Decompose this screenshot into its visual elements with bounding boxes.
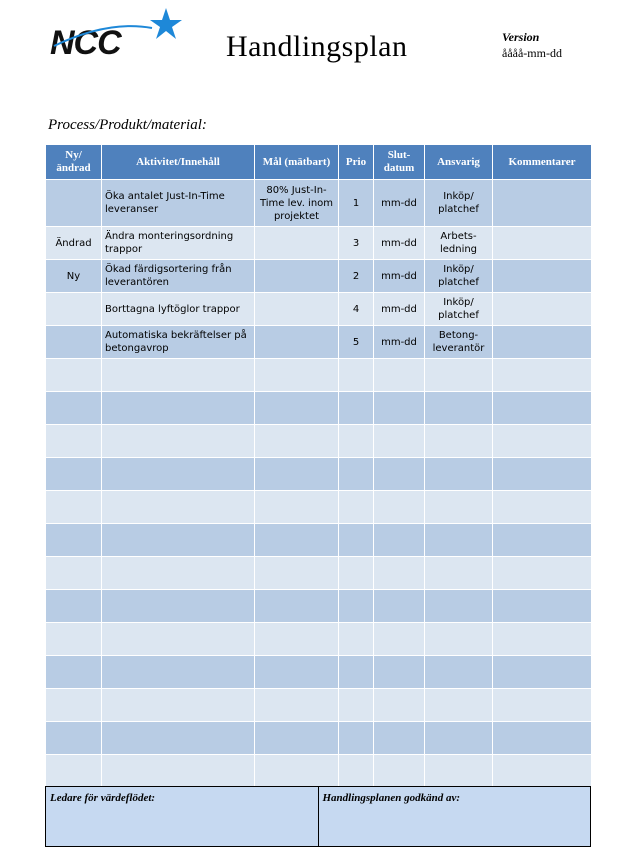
cell-activity[interactable] (102, 590, 255, 623)
cell-end-date[interactable] (374, 656, 425, 689)
cell-goal[interactable] (255, 491, 339, 524)
cell-new-changed[interactable] (46, 524, 102, 557)
cell-end-date[interactable] (374, 392, 425, 425)
cell-comments[interactable] (493, 557, 592, 590)
cell-priority[interactable] (339, 656, 374, 689)
cell-end-date[interactable]: mm-dd (374, 326, 425, 359)
logo-text: NCC (50, 24, 121, 62)
cell-activity[interactable] (102, 392, 255, 425)
cell-end-date[interactable]: mm-dd (374, 227, 425, 260)
table-row (46, 392, 592, 425)
cell-responsible[interactable] (425, 689, 493, 722)
cell-end-date[interactable] (374, 359, 425, 392)
table-header-row (46, 145, 592, 180)
cell-new-changed[interactable] (46, 491, 102, 524)
cell-goal[interactable] (255, 392, 339, 425)
table-row (46, 722, 592, 755)
cell-activity[interactable]: Ökad färdigsortering från leverantören (102, 260, 255, 293)
cell-comments[interactable] (493, 260, 592, 293)
cell-activity[interactable] (102, 689, 255, 722)
table-row (46, 458, 592, 491)
cell-activity[interactable] (102, 623, 255, 656)
cell-comments[interactable] (493, 326, 592, 359)
cell-activity[interactable] (102, 425, 255, 458)
cell-comments[interactable] (493, 293, 592, 326)
column-header-responsible: Ansvarig (425, 145, 493, 180)
cell-responsible[interactable] (425, 491, 493, 524)
cell-responsible[interactable] (425, 425, 493, 458)
cell-priority[interactable] (339, 722, 374, 755)
table-row (46, 260, 592, 293)
cell-new-changed[interactable] (46, 425, 102, 458)
cell-goal[interactable] (255, 524, 339, 557)
cell-comments[interactable] (493, 227, 592, 260)
cell-priority[interactable] (339, 590, 374, 623)
table-row (46, 359, 592, 392)
column-header-priority: Prio (339, 145, 374, 180)
cell-goal[interactable] (255, 755, 339, 788)
cell-activity[interactable] (102, 458, 255, 491)
cell-responsible[interactable] (425, 359, 493, 392)
cell-end-date[interactable] (374, 524, 425, 557)
cell-goal[interactable] (255, 227, 339, 260)
cell-end-date[interactable]: mm-dd (374, 293, 425, 326)
cell-activity[interactable] (102, 656, 255, 689)
table-row (46, 656, 592, 689)
cell-activity[interactable]: Borttagna lyftöglor trappor (102, 293, 255, 326)
cell-priority[interactable] (339, 425, 374, 458)
table-row (46, 293, 592, 326)
cell-priority[interactable] (339, 524, 374, 557)
cell-goal[interactable] (255, 458, 339, 491)
cell-comments[interactable] (493, 392, 592, 425)
cell-new-changed[interactable] (46, 755, 102, 788)
cell-new-changed[interactable]: Ny (46, 260, 102, 293)
cell-new-changed[interactable]: Ändrad (46, 227, 102, 260)
version-value: åååå-mm-dd (502, 46, 562, 60)
cell-comments[interactable] (493, 623, 592, 656)
cell-goal[interactable] (255, 623, 339, 656)
cell-responsible[interactable] (425, 524, 493, 557)
table-row (46, 755, 592, 788)
table-row (46, 227, 592, 260)
cell-priority[interactable] (339, 557, 374, 590)
table-row (46, 326, 592, 359)
column-header-comments: Kommentarer (493, 145, 592, 180)
cell-end-date[interactable] (374, 491, 425, 524)
signature-footer (45, 786, 591, 847)
cell-priority[interactable] (339, 689, 374, 722)
cell-priority[interactable]: 1 (339, 180, 374, 227)
cell-new-changed[interactable] (46, 590, 102, 623)
cell-responsible[interactable]: Inköp/ platchef (425, 293, 493, 326)
cell-comments[interactable] (493, 458, 592, 491)
cell-comments[interactable] (493, 425, 592, 458)
cell-responsible[interactable] (425, 458, 493, 491)
cell-end-date[interactable] (374, 590, 425, 623)
column-header-goal: Mål (mätbart) (255, 145, 339, 180)
cell-new-changed[interactable] (46, 722, 102, 755)
cell-priority[interactable] (339, 392, 374, 425)
cell-responsible[interactable] (425, 722, 493, 755)
cell-goal[interactable] (255, 326, 339, 359)
table-row (46, 623, 592, 656)
star-icon (48, 6, 184, 62)
cell-comments[interactable] (493, 491, 592, 524)
version-label: Version (502, 30, 540, 44)
approved-by-field[interactable]: Handlingsplanen godkänd av: (318, 787, 591, 846)
cell-goal[interactable]: 80% Just-In-Time lev. inom projektet (255, 180, 339, 227)
cell-priority[interactable]: 3 (339, 227, 374, 260)
cell-goal[interactable] (255, 293, 339, 326)
cell-end-date[interactable] (374, 425, 425, 458)
cell-new-changed[interactable] (46, 557, 102, 590)
cell-end-date[interactable] (374, 689, 425, 722)
table-row (46, 590, 592, 623)
cell-goal[interactable] (255, 689, 339, 722)
page-title: Handlingsplan (226, 30, 408, 63)
value-stream-leader-field[interactable]: Ledare för värdeflödet: (46, 787, 318, 846)
table-row (46, 491, 592, 524)
cell-priority[interactable]: 5 (339, 326, 374, 359)
cell-new-changed[interactable] (46, 458, 102, 491)
cell-comments[interactable] (493, 359, 592, 392)
cell-priority[interactable]: 4 (339, 293, 374, 326)
cell-responsible[interactable] (425, 755, 493, 788)
cell-end-date[interactable]: mm-dd (374, 260, 425, 293)
cell-new-changed[interactable] (46, 326, 102, 359)
cell-comments[interactable] (493, 722, 592, 755)
cell-responsible[interactable]: Inköp/ platchef (425, 180, 493, 227)
cell-responsible[interactable]: Arbets-ledning (425, 227, 493, 260)
cell-priority[interactable]: 2 (339, 260, 374, 293)
cell-new-changed[interactable] (46, 180, 102, 227)
cell-priority[interactable] (339, 491, 374, 524)
cell-new-changed[interactable] (46, 656, 102, 689)
table-row (46, 180, 592, 227)
cell-activity[interactable] (102, 524, 255, 557)
cell-responsible[interactable]: Inköp/ platchef (425, 260, 493, 293)
cell-responsible[interactable] (425, 623, 493, 656)
cell-activity[interactable] (102, 755, 255, 788)
table-row (46, 425, 592, 458)
cell-end-date[interactable] (374, 557, 425, 590)
cell-activity[interactable]: Automatiska bekräftelser på betongavrop (102, 326, 255, 359)
action-plan-table (45, 144, 592, 821)
table-row (46, 689, 592, 722)
cell-comments[interactable] (493, 755, 592, 788)
cell-comments[interactable] (493, 524, 592, 557)
column-header-activity: Aktivitet/Innehåll (102, 145, 255, 180)
cell-priority[interactable] (339, 755, 374, 788)
cell-responsible[interactable] (425, 590, 493, 623)
cell-comments[interactable] (493, 590, 592, 623)
cell-activity[interactable] (102, 359, 255, 392)
cell-activity[interactable] (102, 557, 255, 590)
cell-goal[interactable] (255, 656, 339, 689)
cell-end-date[interactable] (374, 458, 425, 491)
process-label: Process/Produkt/material: (48, 117, 207, 133)
cell-goal[interactable] (255, 260, 339, 293)
cell-new-changed[interactable] (46, 623, 102, 656)
cell-responsible[interactable] (425, 557, 493, 590)
cell-goal[interactable] (255, 359, 339, 392)
cell-end-date[interactable] (374, 755, 425, 788)
cell-new-changed[interactable] (46, 293, 102, 326)
cell-new-changed[interactable] (46, 392, 102, 425)
cell-end-date[interactable]: mm-dd (374, 180, 425, 227)
cell-comments[interactable] (493, 656, 592, 689)
cell-goal[interactable] (255, 590, 339, 623)
cell-responsible[interactable] (425, 656, 493, 689)
cell-goal[interactable] (255, 722, 339, 755)
column-header-new-changed: Ny/ ändrad (46, 145, 102, 180)
cell-goal[interactable] (255, 425, 339, 458)
cell-activity[interactable] (102, 491, 255, 524)
table-row (46, 524, 592, 557)
cell-end-date[interactable] (374, 722, 425, 755)
cell-comments[interactable] (493, 689, 592, 722)
cell-comments[interactable] (493, 180, 592, 227)
cell-end-date[interactable] (374, 623, 425, 656)
cell-activity[interactable] (102, 722, 255, 755)
cell-responsible[interactable] (425, 392, 493, 425)
cell-new-changed[interactable] (46, 359, 102, 392)
cell-priority[interactable] (339, 359, 374, 392)
cell-new-changed[interactable] (46, 689, 102, 722)
cell-activity[interactable]: Öka antalet Just-In-Time leveranser (102, 180, 255, 227)
cell-responsible[interactable]: Betong-leverantör (425, 326, 493, 359)
cell-priority[interactable] (339, 458, 374, 491)
cell-activity[interactable]: Ändra monteringsordning trappor (102, 227, 255, 260)
table-row (46, 557, 592, 590)
cell-goal[interactable] (255, 557, 339, 590)
column-header-end-date: Slut-datum (374, 145, 425, 180)
cell-priority[interactable] (339, 623, 374, 656)
ncc-logo (48, 6, 184, 62)
